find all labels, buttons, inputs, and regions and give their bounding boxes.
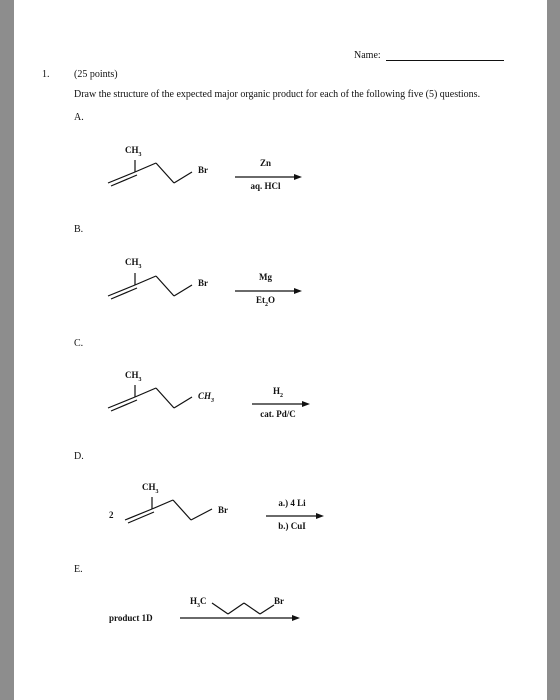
part-c-reagent-bottom: cat. Pd/C [260, 409, 296, 419]
part-c-substituent: $CH_3$ [125, 370, 142, 383]
part-e-reactant-label: product 1D [109, 613, 153, 623]
name-label: Name: [354, 50, 381, 61]
part-a-reagent-bottom: aq. HCl [250, 181, 281, 191]
part-d-substituent: $CH_3$ [142, 482, 159, 495]
part-d-letter: D. [74, 451, 84, 462]
part-c-reagent-top: $H_2$ [272, 386, 283, 399]
part-b-reagent-bottom: $Et_2O$ [255, 295, 275, 308]
part-d-end-group: Br [218, 505, 228, 515]
part-d-coefficient: 2 [109, 510, 114, 520]
question-number: 1. [42, 69, 50, 80]
part-c-letter: C. [74, 338, 84, 349]
part-a-end-group: Br [198, 165, 208, 175]
question-instruction: Draw the structure of the expected major organic product for each of the following five (5) questions. [74, 89, 481, 100]
part-c-end-group: $CH_3$ [198, 391, 215, 404]
question-points: (25 points) [74, 69, 118, 80]
part-a-reagent-top: Zn [259, 158, 271, 168]
part-b-letter: B. [74, 224, 84, 235]
part-a-substituent: $CH_3$ [125, 145, 142, 158]
part-b-reagent-top: Mg [259, 272, 272, 282]
part-d-reagent-top: a.) 4 Li [278, 498, 306, 508]
part-e-end-group: Br [274, 596, 284, 606]
part-e-structure [14, 0, 547, 700]
part-e-letter: E. [74, 564, 83, 575]
part-b-substituent: $CH_3$ [125, 257, 142, 270]
part-a-letter: A. [74, 112, 84, 123]
worksheet-page [14, 0, 547, 700]
part-b-end-group: Br [198, 278, 208, 288]
part-e-substituent: $H_3C$ [190, 596, 207, 609]
part-d-reagent-bottom: b.) CuI [278, 521, 306, 531]
